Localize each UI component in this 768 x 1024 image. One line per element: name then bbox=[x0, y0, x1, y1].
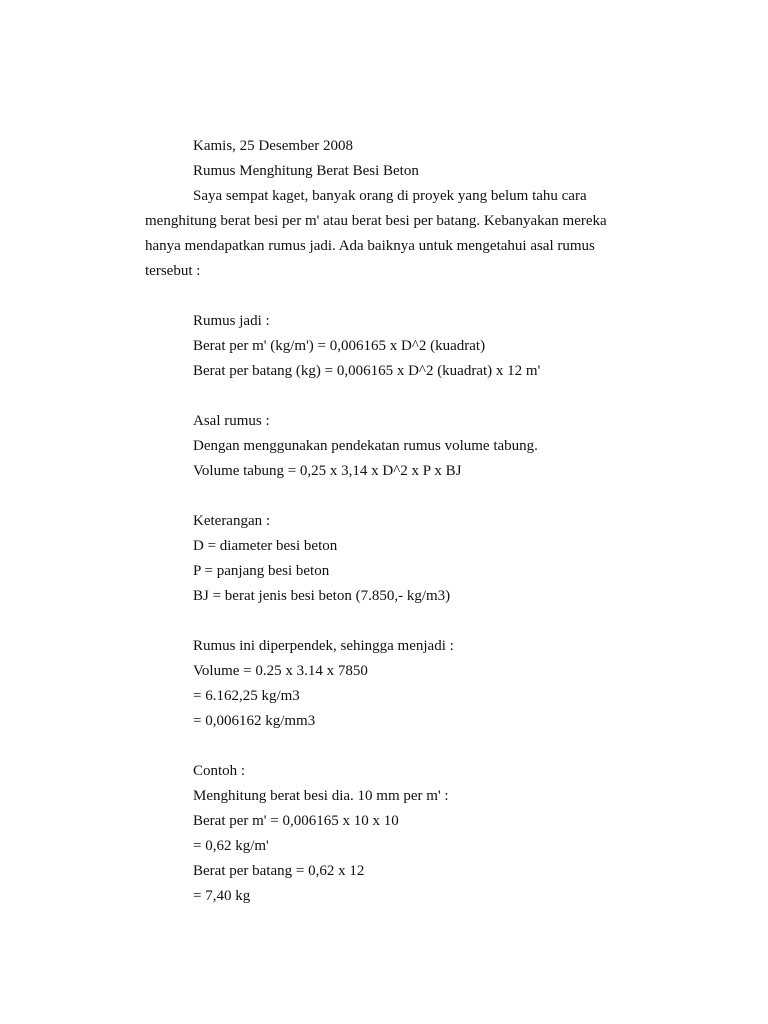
formula-line: Volume = 0.25 x 3.14 x 7850 bbox=[193, 663, 368, 679]
asal-rumus-heading: Asal rumus : bbox=[193, 413, 270, 429]
document-page bbox=[145, 134, 635, 909]
intro-line: hanya mendapatkan rumus jadi. Ada baiknya untuk mengetahui asal rumus bbox=[145, 238, 595, 254]
example-line: Berat per m' = 0,006165 x 10 x 10 bbox=[193, 813, 399, 829]
intro-line: menghitung berat besi per m' atau berat besi per batang. Kebanyakan mereka bbox=[145, 213, 607, 229]
keterangan-heading: Keterangan : bbox=[193, 513, 271, 529]
example-line: Berat per batang = 0,62 x 12 bbox=[193, 863, 365, 879]
formula-line: = 0,006162 kg/mm3 bbox=[193, 713, 316, 729]
spacer bbox=[145, 609, 635, 634]
contoh-heading: Contoh : bbox=[193, 763, 246, 779]
spacer bbox=[145, 734, 635, 759]
document-date: Kamis, 25 Desember 2008 bbox=[193, 138, 353, 154]
example-line: = 7,40 kg bbox=[193, 888, 251, 904]
formula-line: Berat per batang (kg) = 0,006165 x D^2 (kuadrat) x 12 m' bbox=[193, 363, 541, 379]
text-line: Dengan menggunakan pendekatan rumus volume tabung. bbox=[193, 438, 538, 454]
rumus-jadi-heading: Rumus jadi : bbox=[193, 313, 270, 329]
definition-line: P = panjang besi beton bbox=[193, 563, 330, 579]
intro-line: Saya sempat kaget, banyak orang di proyek yang belum tahu cara bbox=[193, 188, 587, 204]
spacer bbox=[145, 484, 635, 509]
example-line: = 0,62 kg/m' bbox=[193, 838, 269, 854]
intro-line: tersebut : bbox=[145, 263, 201, 279]
diperpendek-heading: Rumus ini diperpendek, sehingga menjadi : bbox=[193, 638, 454, 654]
spacer bbox=[145, 384, 635, 409]
document-title: Rumus Menghitung Berat Besi Beton bbox=[193, 163, 419, 179]
formula-line: = 6.162,25 kg/m3 bbox=[193, 688, 300, 704]
definition-line: D = diameter besi beton bbox=[193, 538, 338, 554]
formula-line: Berat per m' (kg/m') = 0,006165 x D^2 (kuadrat) bbox=[193, 338, 486, 354]
definition-line: BJ = berat jenis besi beton (7.850,- kg/m3) bbox=[193, 588, 451, 604]
formula-line: Volume tabung = 0,25 x 3,14 x D^2 x P x BJ bbox=[193, 463, 462, 479]
spacer bbox=[145, 284, 635, 309]
example-line: Menghitung berat besi dia. 10 mm per m' : bbox=[193, 788, 449, 804]
